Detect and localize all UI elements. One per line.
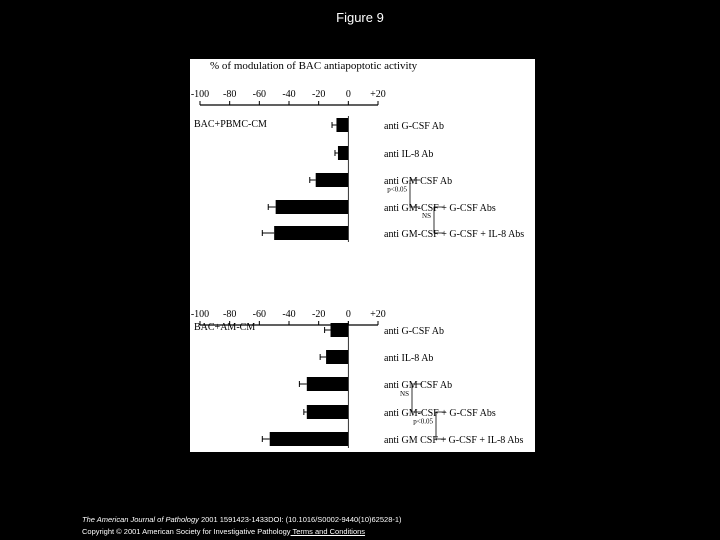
- category-label: anti GM-CSF + G-CSF + IL-8 Abs: [384, 229, 525, 240]
- significance-label: NS: [422, 212, 431, 220]
- category-label: anti IL-8 Ab: [384, 353, 434, 364]
- bar: [331, 323, 349, 337]
- x-tick-label: -40: [282, 309, 296, 320]
- footer: [82, 514, 402, 538]
- category-label: anti G-CSF Ab: [384, 326, 445, 337]
- category-label: anti GM CSF Ab: [384, 176, 453, 187]
- significance-label: p<0.05: [413, 417, 433, 426]
- bar: [338, 146, 348, 160]
- condition-label: BAC+AM-CM: [194, 322, 256, 333]
- terms-link[interactable]: Terms and Conditions: [290, 527, 366, 536]
- citation-text: 2001 1591423-1433DOI: (10.1016/S0002-9440(10)62528-1): [198, 515, 402, 524]
- x-tick-label: +20: [370, 309, 386, 320]
- significance-label: NS: [400, 390, 409, 398]
- journal-name: The American Journal of Pathology: [82, 515, 199, 524]
- x-tick-label: 0: [345, 89, 351, 100]
- bar-chart-svg: [190, 59, 535, 452]
- bar: [307, 377, 349, 391]
- x-tick-label: -20: [311, 89, 326, 100]
- category-label: anti GM-CSF + G-CSF Abs: [384, 408, 496, 419]
- bar: [316, 173, 349, 187]
- bar: [276, 200, 349, 214]
- bar: [274, 226, 348, 240]
- category-label: anti GM CSF Ab: [384, 380, 453, 391]
- x-tick-label: +20: [370, 89, 386, 100]
- category-label: anti GM-CSF + G-CSF Abs: [384, 203, 496, 214]
- figure-title: Figure 9: [336, 10, 384, 25]
- x-tick-label: -20: [311, 309, 326, 320]
- copyright-line: [82, 526, 402, 538]
- figure-panel: [190, 59, 535, 452]
- x-tick-label: -60: [252, 309, 267, 320]
- condition-label: BAC+PBMC-CM: [194, 119, 267, 130]
- panel-header: % of modulation of BAC antiapoptotic activity: [210, 60, 418, 72]
- x-tick-label: -80: [222, 89, 237, 100]
- bar: [336, 118, 348, 132]
- category-label: anti GM CSF + G-CSF + IL-8 Abs: [384, 435, 524, 446]
- x-tick-label: 0: [345, 309, 351, 320]
- copyright-text: Copyright © 2001 American Society for Investigative Pathology: [82, 527, 291, 536]
- bar: [326, 350, 348, 364]
- x-tick-label: -60: [252, 89, 267, 100]
- bar: [307, 405, 349, 419]
- x-tick-label: -80: [222, 309, 237, 320]
- x-tick-label: -100: [190, 309, 210, 320]
- bar: [270, 432, 349, 446]
- x-tick-label: -40: [282, 89, 296, 100]
- x-tick-label: -100: [190, 89, 210, 100]
- citation-line: [82, 514, 402, 526]
- significance-label: p<0.05: [387, 185, 407, 194]
- category-label: anti IL-8 Ab: [384, 149, 434, 160]
- category-label: anti G-CSF Ab: [384, 121, 445, 132]
